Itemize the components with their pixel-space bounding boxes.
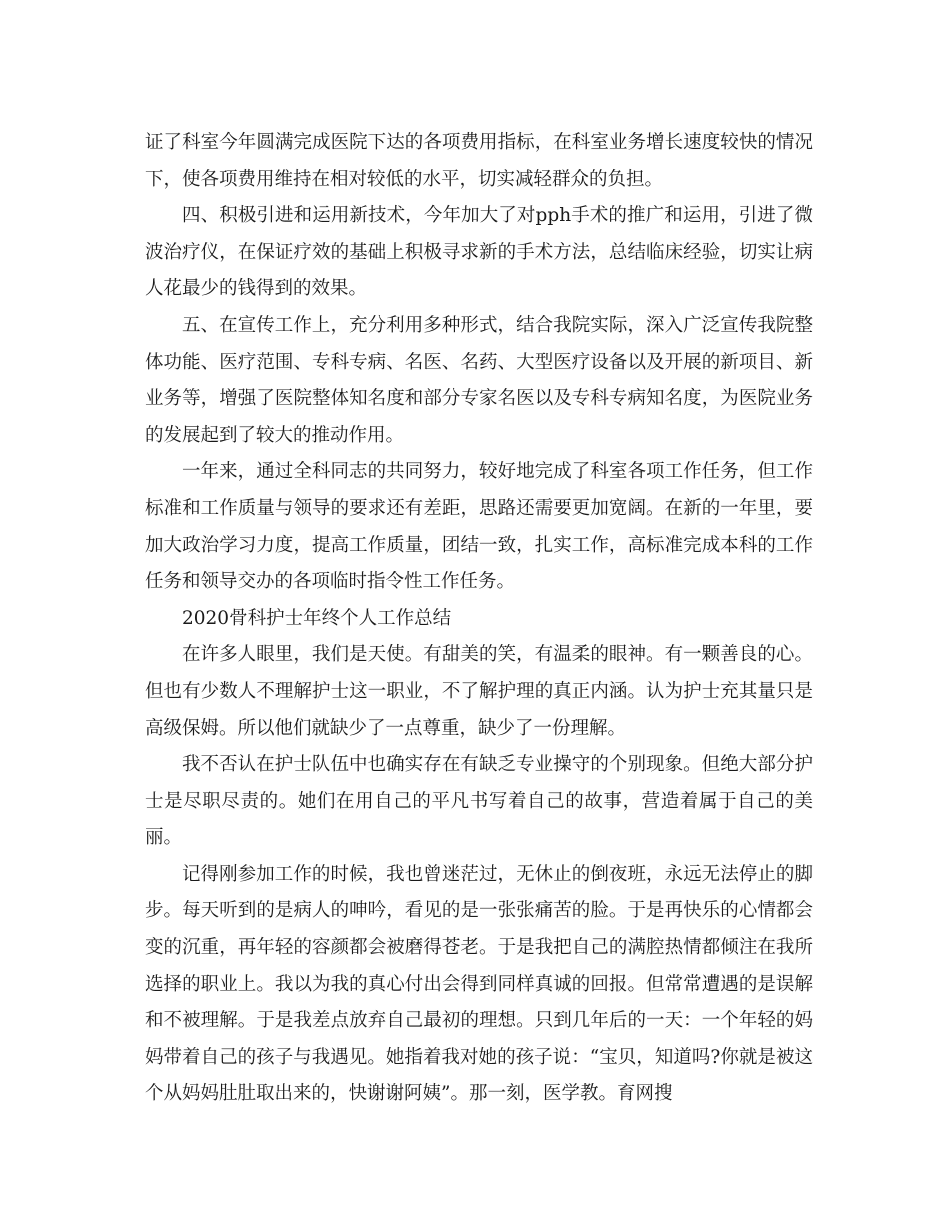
paragraph-professional-conduct: 我不否认在护士队伍中也确实存在有缺乏专业操守的个别现象。但绝大部分护士是尽职尽责的。她们在用自己的平凡书写着自己的故事，营造着属于自己的美丽。 [145, 754, 813, 849]
section-title: 2020骨科护士年终个人工作总结 [182, 607, 452, 629]
paragraph-continuation: 证了科室今年圆满完成医院下达的各项费用指标，在科室业务增长速度较快的情况下，使各项费用维持在相对较低的水平，切实减轻群众的负担。 [145, 132, 813, 190]
paragraph-angels: 在许多人眼里，我们是天使。有甜美的笑，有温柔的眼神。有一颗善良的心。但也有少数人不理解护士这一职业，不了解护理的真正内涵。认为护士充其量只是高级保姆。所以他们就缺少了一点尊重，缺少了一份理解。 [145, 644, 813, 739]
paragraph-new-technology: 四、积极引进和运用新技术，今年加大了对pph手术的推广和运用，引进了微波治疗仪，在保证疗效的基础上积极寻求新的手术方法，总结临床经验，切实让病人花最少的钱得到的效果。 [145, 205, 813, 300]
paragraph-year-summary: 一年来，通过全科同志的共同努力，较好地完成了科室各项工作任务，但工作标准和工作质量与领导的要求还有差距，思路还需要更加宽阔。在新的一年里，要加大政治学习力度，提高工作质量，团结一致，扎实工作，高标准完成本科的工作任务和领导交办的各项临时指令性工作任务。 [145, 461, 813, 593]
paragraph-memory: 记得刚参加工作的时候，我也曾迷茫过，无休止的倒夜班，永远无法停止的脚步。每天听到的是病人的呻吟，看见的是一张张痛苦的脸。于是再快乐的心情都会变的沉重，再年轻的容颜都会被磨得苍老。于是我把自己的满腔热情都倾注在我所选择的职业上。我以为我的真心付出会得到同样真诚的回报。但常常遭遇的是误解和不被理解。于是我差点放弃自己最初的理想。只到几年后的一天：一个年轻的妈妈带着自己的孩子与我遇见。她指着我对她的孩子说：“宝贝，知道吗?你就是被这个从妈妈肚肚取出来的，快谢谢阿姨”。那一刻，医学教。育网搜 [145, 863, 813, 1105]
paragraph-publicity: 五、在宣传工作上，充分利用多种形式，结合我院实际，深入广泛宣传我院整体功能、医疗范围、专科专病、名医、名药、大型医疗设备以及开展的新项目、新业务等，增强了医院整体知名度和部分专家名医以及专科专病知名度，为医院业务的发展起到了较大的推动作用。 [145, 314, 813, 446]
document-body [145, 125, 813, 1113]
